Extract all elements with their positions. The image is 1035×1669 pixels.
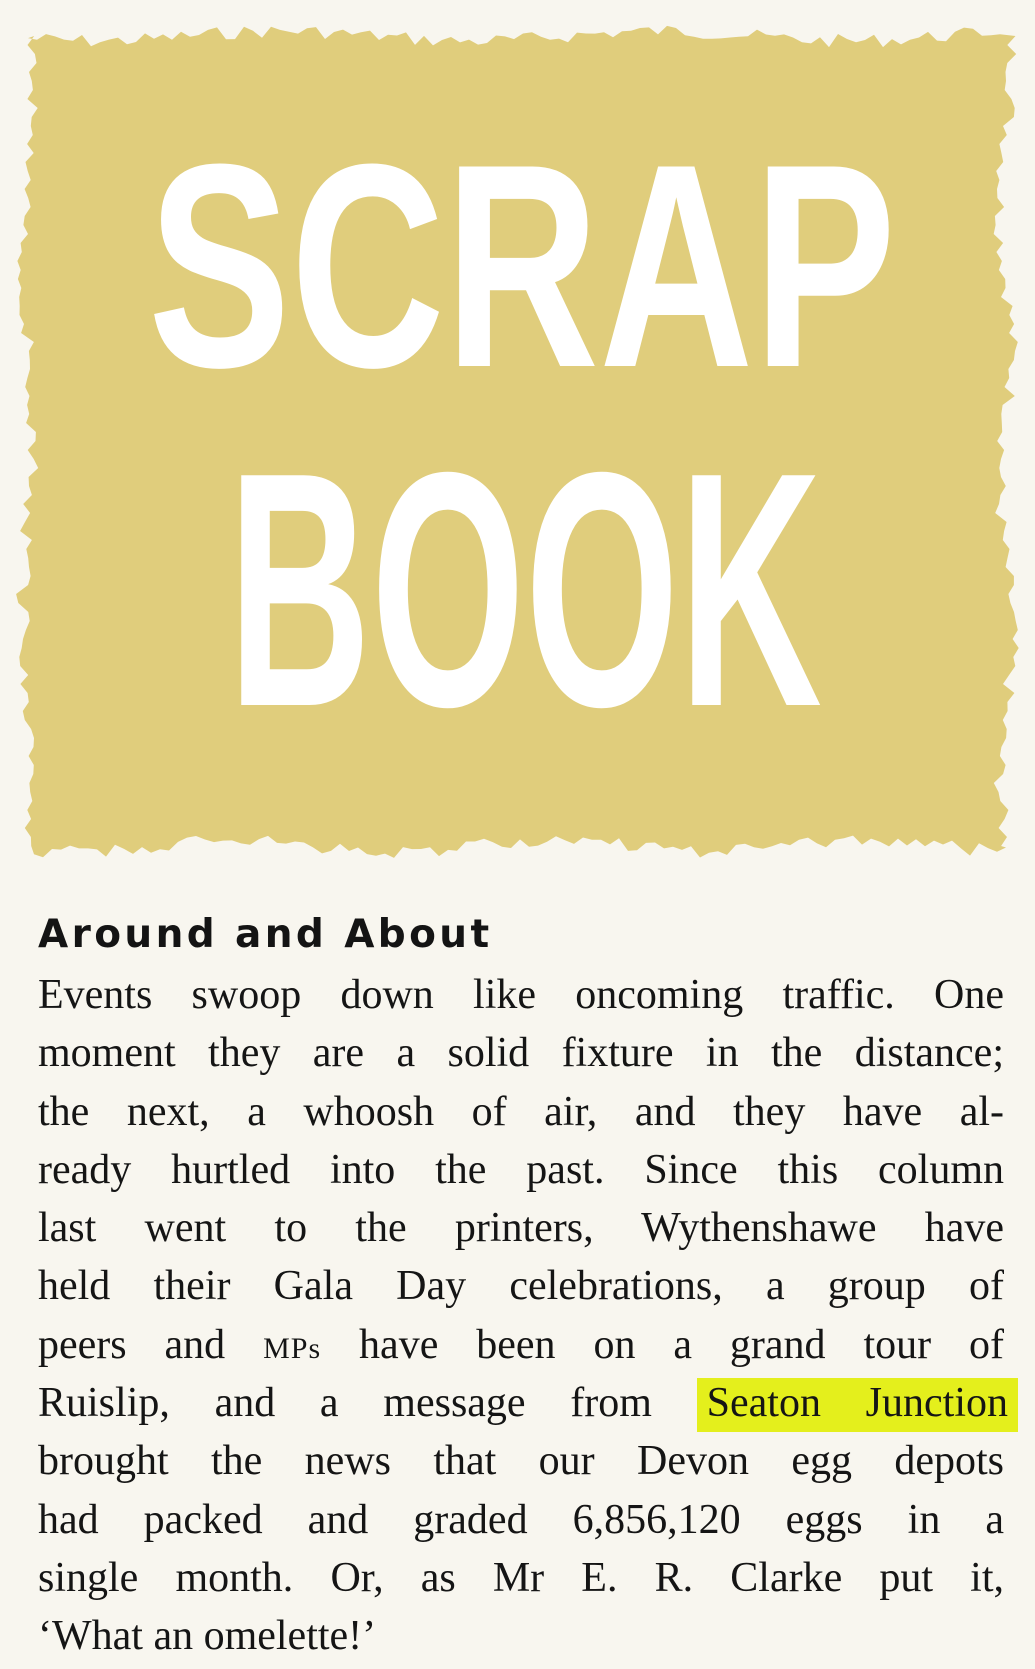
body-line bbox=[38, 966, 1004, 1024]
masthead-title-scrap: SCRAP bbox=[148, 104, 896, 428]
body-line bbox=[38, 1024, 1004, 1082]
article-heading: Around and About bbox=[38, 912, 493, 957]
body-line bbox=[38, 1432, 1004, 1490]
text-segment: single month. Or, as Mr E. R. Clarke put it, bbox=[38, 1554, 1004, 1601]
article-body bbox=[38, 966, 1009, 1666]
text-segment: last went to the printers, Wythenshawe have bbox=[38, 1205, 1004, 1252]
text-segment: peers and bbox=[38, 1321, 264, 1368]
body-line bbox=[38, 1199, 1004, 1257]
text-segment: had packed and graded 6,856,120 eggs in a bbox=[38, 1496, 1004, 1543]
text-segment: ‘What an omelette!’ bbox=[38, 1613, 377, 1660]
body-line bbox=[38, 1374, 1009, 1432]
body-line bbox=[38, 1141, 1004, 1199]
text-segment: the next, a whoosh of air, and they have al- bbox=[38, 1088, 1004, 1135]
text-segment: ready hurtled into the past. Since this column bbox=[38, 1146, 1004, 1193]
text-segment: held their Gala Day celebrations, a group of bbox=[38, 1263, 1004, 1310]
small-caps-abbreviation: MPs bbox=[263, 1331, 322, 1365]
body-line bbox=[38, 1316, 1004, 1374]
body-line bbox=[38, 1257, 1004, 1315]
body-line bbox=[38, 1549, 1004, 1607]
highlighted-text: Seaton Junction bbox=[697, 1378, 1018, 1432]
text-segment: moment they are a solid fixture in the distance; bbox=[38, 1030, 1004, 1077]
text-segment: brought the news that our Devon egg depots bbox=[38, 1438, 1004, 1485]
body-line bbox=[38, 1491, 1004, 1549]
text-segment: Events swoop down like oncoming traffic. One bbox=[38, 972, 1004, 1018]
body-line bbox=[38, 1607, 1004, 1665]
text-segment: have been on a grand tour of bbox=[321, 1321, 1004, 1368]
text-segment: Ruislip, and a message from bbox=[38, 1380, 697, 1427]
masthead-title-book: BOOK bbox=[228, 403, 822, 776]
body-line bbox=[38, 1083, 1004, 1141]
